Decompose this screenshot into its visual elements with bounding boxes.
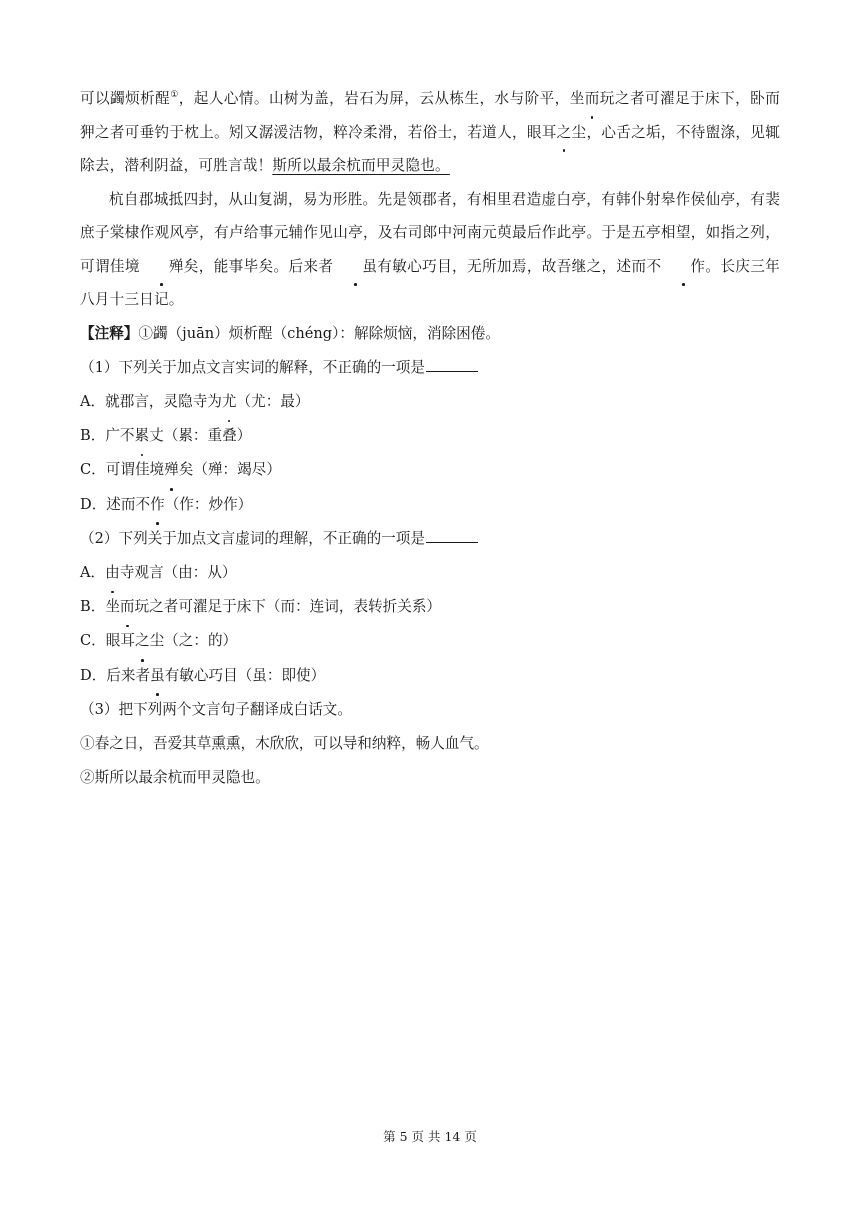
q2-option-d — [80, 659, 780, 693]
answer-blank[interactable] — [426, 370, 478, 372]
annotation-label: 【注释】 — [80, 324, 139, 342]
annotation-text: ①蠲（juān）烦析酲（chéng）：解除烦恼，消除困倦。 — [138, 324, 500, 342]
text-span: 可以蠲烦析酲 — [80, 90, 171, 107]
q3-sentence-2: ②斯所以最余杭而甲灵隐也。 — [80, 769, 270, 787]
option-text: 丈（累：重叠） — [149, 427, 252, 445]
option-text: （作：炒作） — [164, 495, 253, 513]
text-span: 杭自郡城抵四封，从山复湖，易为形胜。先是领郡者，有相里君造虚白亭，有韩仆射皋作侯仙亭，有裴庶子棠棣作观风亭，有卢给事元辅作见山亭，及右司郎中河南元萸最后作此亭。于是五亭相望，如指之列，可谓佳境 — [80, 190, 780, 275]
answer-blank[interactable] — [426, 541, 478, 543]
underlined-sentence: 斯所以最余杭而甲灵隐也。 — [272, 157, 450, 174]
option-text: D．后来者 — [80, 666, 151, 684]
q2-option-a — [80, 556, 780, 590]
text-span: 有敏心巧目，无所加焉，故吾继之，述而不 — [377, 257, 662, 275]
option-text: C．可谓佳境 — [80, 461, 165, 479]
dotted-word: 之 — [135, 624, 150, 658]
q2-option-b — [80, 590, 780, 624]
question-3-stem: （3）把下列两个文言句子翻译成白话文。 — [80, 700, 352, 718]
question-stem-text: （2）下列关于加点文言虚词的理解，不正确的一项是 — [80, 529, 425, 547]
question-2-stem — [80, 522, 780, 556]
page-content — [80, 82, 780, 795]
option-text: 矣（殚：竭尽） — [178, 461, 281, 479]
option-text: D．述而不 — [80, 495, 151, 513]
option-text: C．眼耳 — [80, 632, 135, 650]
annotation-note — [80, 317, 780, 351]
page-footer: 第 5 页 共 14 页 — [383, 1129, 477, 1144]
text-span: 玩之者可濯足于床下，卧而狎之者可垂钓于枕上。矧又潺湲洁物，粹冷柔滑，若俗士，若道人，眼耳 — [80, 90, 780, 141]
option-text: 尘（之：的） — [149, 632, 238, 650]
dotted-word: 由 — [105, 556, 120, 590]
q1-option-b — [80, 419, 780, 453]
option-text: B．坐 — [80, 598, 120, 616]
option-text: B．广不 — [80, 427, 135, 445]
dotted-word: 殚 — [164, 453, 179, 487]
q1-option-d — [80, 488, 780, 522]
option-text: A． — [80, 563, 106, 581]
q3-sentence-1: ①春之日，吾爱其草熏熏，木欣欣，可以导和纳粹，畅人血气。 — [80, 734, 489, 752]
dotted-word: 虽 — [333, 250, 377, 284]
dotted-word: 而 — [120, 590, 135, 624]
dotted-word: 作 — [150, 488, 165, 522]
option-text: 玩之者可濯足于床下（而：连词，表转折关系） — [134, 598, 442, 616]
text-span: 。长庆三年八月十三日记。 — [80, 257, 780, 308]
passage-paragraph-1 — [80, 82, 780, 183]
q1-option-a — [80, 385, 780, 419]
dotted-word: 殚 — [140, 250, 184, 284]
dotted-word: 而 — [585, 82, 600, 116]
question-stem-text: （1）下列关于加点文言实词的解释，不正确的一项是 — [80, 358, 425, 376]
text-span: 尘，心舌之垢，不待盥涤，见辄除去，潜利阴益，可胜言哉！ — [80, 123, 780, 174]
question-1-stem — [80, 351, 780, 385]
option-text: 有敏心巧目（虽：即使） — [164, 666, 326, 684]
dotted-word: 尤 — [222, 385, 237, 419]
option-text: A．就郡言，灵隐寺为 — [80, 392, 222, 410]
dotted-word: 虽 — [150, 659, 165, 693]
dotted-word: 作 — [661, 250, 705, 284]
q1-option-c — [80, 453, 780, 487]
option-text: （尤：最） — [236, 392, 310, 410]
q2-option-c — [80, 624, 780, 658]
footnote-marker: ① — [170, 90, 179, 101]
dotted-word: 之 — [557, 116, 572, 150]
dotted-word: 累 — [135, 419, 150, 453]
passage-paragraph-2 — [80, 183, 780, 317]
text-span: ，起人心情。山树为盖，岩石为屏，云从栋生，水与阶平，坐 — [178, 90, 585, 107]
text-span: 矣，能事毕矣。后来者 — [183, 257, 334, 275]
option-text: 寺观言（由：从） — [119, 563, 237, 581]
